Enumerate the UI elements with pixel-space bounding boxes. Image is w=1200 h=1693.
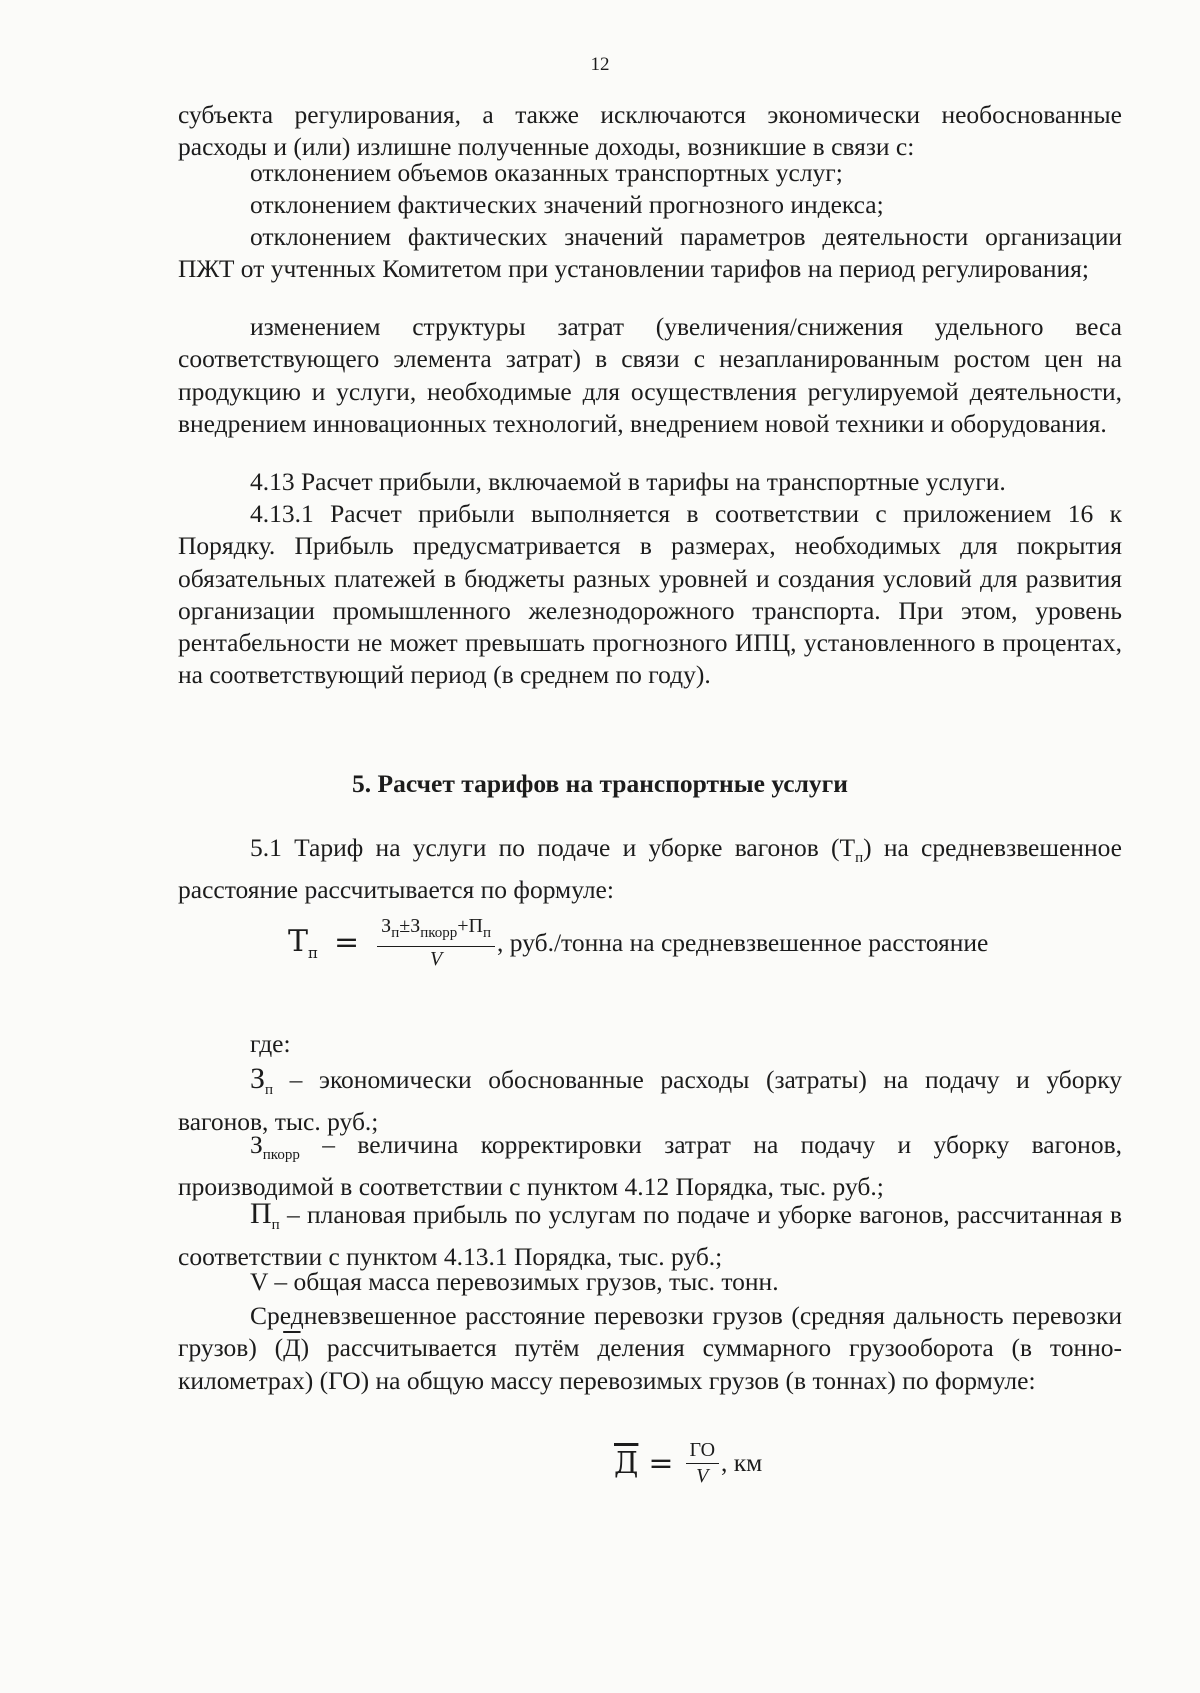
- definition-correction: $З_{пкорр}$ – величина корректировки затрат на подачу и уборку вагонов, производимой в соответствии с пунктом 4.12 Порядка, тыс. руб.;: [178, 1130, 1122, 1202]
- list-item: отклонением объемов оказанных транспортных услуг;: [250, 158, 843, 187]
- formula2-suffix: , км: [721, 1448, 763, 1477]
- paragraph-continuation: субъекта регулирования, а также исключаются экономически необоснованные расходы и (или) излишне полученные доходы, возникшие в связи с:: [178, 100, 1122, 162]
- definition-costs: $З_п$ – экономически обоснованные расходы (затраты) на подачу и уборку вагонов, тыс. руб.;: [178, 1062, 1122, 1137]
- definition-profit: $П_п$ – плановая прибыль по услугам по подаче и уборке вагонов, рассчитанная в соответствии с пунктом 4.13.1 Порядка, тыс. руб.;: [178, 1197, 1122, 1272]
- clause-5-1: 5.1 Тариф на услуги по подаче и уборке вагонов $(Т_п)$ на средневзвешенное расстояние рассчитывается по формуле:: [178, 833, 1122, 905]
- list-item: отклонением фактических значений прогнозного индекса;: [250, 190, 884, 219]
- formula2-denominator: V: [696, 1465, 709, 1487]
- formula2-equals: =: [648, 1445, 674, 1481]
- formula-equals: =: [334, 925, 360, 960]
- list-item: изменением структуры затрат (увеличения/снижения удельного веса соответствующего элемента затрат) в связи с незапланированным ростом цен на продукцию и услуги, необходимые для осуществления регулируемой деятельности, внедрением инновационных технологий, внедрением новой техники и оборудования.: [178, 312, 1122, 438]
- formula-denominator: V: [429, 948, 443, 970]
- definition-mass: V – общая масса перевозимых грузов, тыс. тонн.: [250, 1267, 779, 1296]
- formula2-numerator: ГО: [686, 1438, 720, 1464]
- distance-formula: [614, 1438, 762, 1488]
- formula2-lhs: Д: [614, 1445, 639, 1481]
- formula2-fraction: [686, 1438, 720, 1488]
- tariff-formula: [288, 914, 988, 971]
- clause-4-13: 4.13 Расчет прибыли, включаемой в тарифы на транспортные услуги.: [250, 467, 1006, 496]
- formula-numerator: $З_п\pm З_{пкорр}+П_п$: [377, 914, 495, 947]
- list-item: отклонением фактических значений параметров деятельности организации ПЖТ от учтенных Комитетом при установлении тарифов на период регулирования;: [178, 222, 1122, 284]
- where-label: где:: [250, 1029, 291, 1058]
- clause-4-13-1: 4.13.1 Расчет прибыли выполняется в соответствии с приложением 16 к Порядку. Прибыль предусматривается в размерах, необходимых для покрытия обязательных платежей в бюджеты разных уровней и создания условий для развития организации промышленного железнодорожного транспорта. При этом, уровень рентабельности не может превышать прогнозного ИПЦ, установленного в процентах, на соответствующий период (в среднем по году).: [178, 499, 1122, 690]
- formula-fraction: [377, 914, 495, 971]
- page-number: 12: [590, 54, 610, 75]
- formula-lhs: $Т_п$: [288, 923, 319, 962]
- distance-paragraph: Средневзвешенное расстояние перевозки грузов (средняя дальность перевозки грузов) (Д) рассчитывается путём деления суммарного грузооборота (в тонно-километрах) (ГО) на общую массу перевозимых грузов (в тоннах) по формуле:: [178, 1301, 1122, 1395]
- formula-suffix: , руб./тонна на средневзвешенное расстояние: [497, 927, 989, 957]
- section-heading: 5. Расчет тарифов на транспортные услуги: [352, 769, 848, 798]
